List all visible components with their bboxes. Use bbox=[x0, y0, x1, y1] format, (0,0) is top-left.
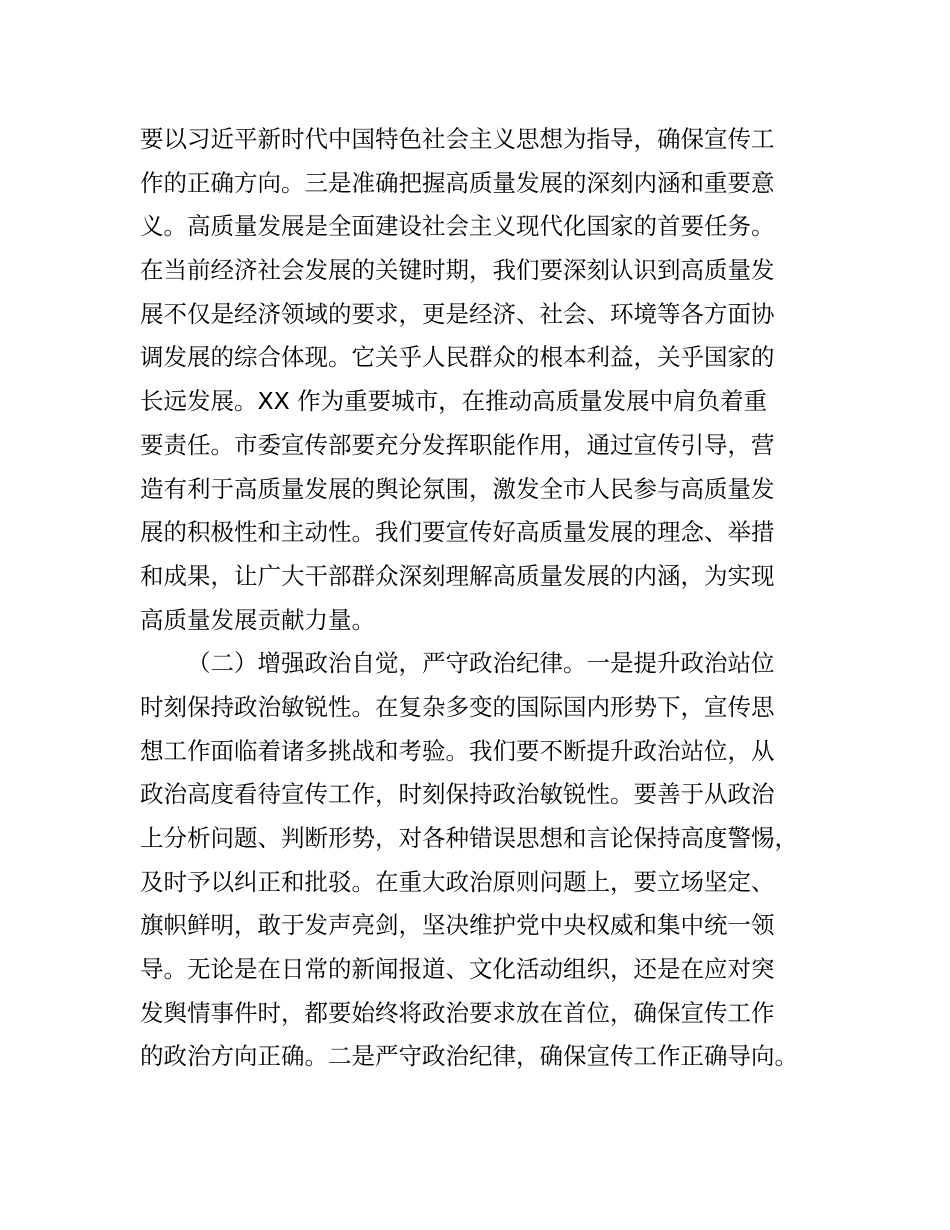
text-line: 作的正确方向。三是准确把握高质量发展的深刻内涵和重要意 bbox=[140, 168, 775, 197]
text-line: 及时予以纠正和批驳。在重大政治原则问题上，要立场坚定、 bbox=[140, 867, 775, 896]
text-line: 要以习近平新时代中国特色社会主义思想为指导，确保宣传工 bbox=[140, 125, 775, 153]
section-heading-line: （二）增强政治自觉，严守政治纪律。一是提升政治站位 bbox=[187, 649, 775, 678]
text-line: 要责任。市委宣传部要充分发挥职能作用，通过宣传引导，营 bbox=[140, 430, 775, 459]
text-line: 想工作面临着诸多挑战和考验。我们要不断提升政治站位，从 bbox=[140, 736, 775, 765]
text-line: 在当前经济社会发展的关键时期，我们要深刻认识到高质量发 bbox=[140, 256, 775, 285]
text-line: 发舆情事件时，都要始终将政治要求放在首位，确保宣传工作 bbox=[140, 998, 775, 1027]
text-line: 政治高度看待宣传工作，时刻保持政治敏锐性。要善于从政治 bbox=[140, 780, 775, 809]
text-line: 上分析问题、判断形势，对各种错误思想和言论保持高度警惕， bbox=[140, 824, 798, 852]
text-line: 造有利于高质量发展的舆论氛围，激发全市人民参与高质量发 bbox=[140, 474, 775, 503]
text-line: 义。高质量发展是全面建设社会主义现代化国家的首要任务。 bbox=[140, 212, 775, 241]
text-line: 展的积极性和主动性。我们要宣传好高质量发展的理念、举措 bbox=[140, 518, 775, 547]
text-line: 调发展的综合体现。它关乎人民群众的根本利益，关乎国家的 bbox=[140, 343, 775, 372]
body-text bbox=[140, 118, 840, 1079]
text-line: 和成果，让广大干部群众深刻理解高质量发展的内涵，为实现 bbox=[140, 561, 775, 590]
text-line: 导。无论是在日常的新闻报道、文化活动组织，还是在应对突 bbox=[140, 955, 775, 984]
text-line: 长远发展。XX 作为重要城市，在推动高质量发展中肩负着重 bbox=[140, 387, 768, 416]
text-line: 时刻保持政治敏锐性。在复杂多变的国际国内形势下，宣传思 bbox=[140, 692, 775, 721]
text-line: 展不仅是经济领域的要求，更是经济、社会、环境等各方面协 bbox=[140, 299, 775, 328]
text-line: 的政治方向正确。二是严守政治纪律，确保宣传工作正确导向。 bbox=[140, 1042, 798, 1071]
text-line: 旗帜鲜明，敢于发声亮剑，坚决维护党中央权威和集中统一领 bbox=[140, 911, 775, 940]
text-line: 高质量发展贡献力量。 bbox=[140, 605, 375, 634]
